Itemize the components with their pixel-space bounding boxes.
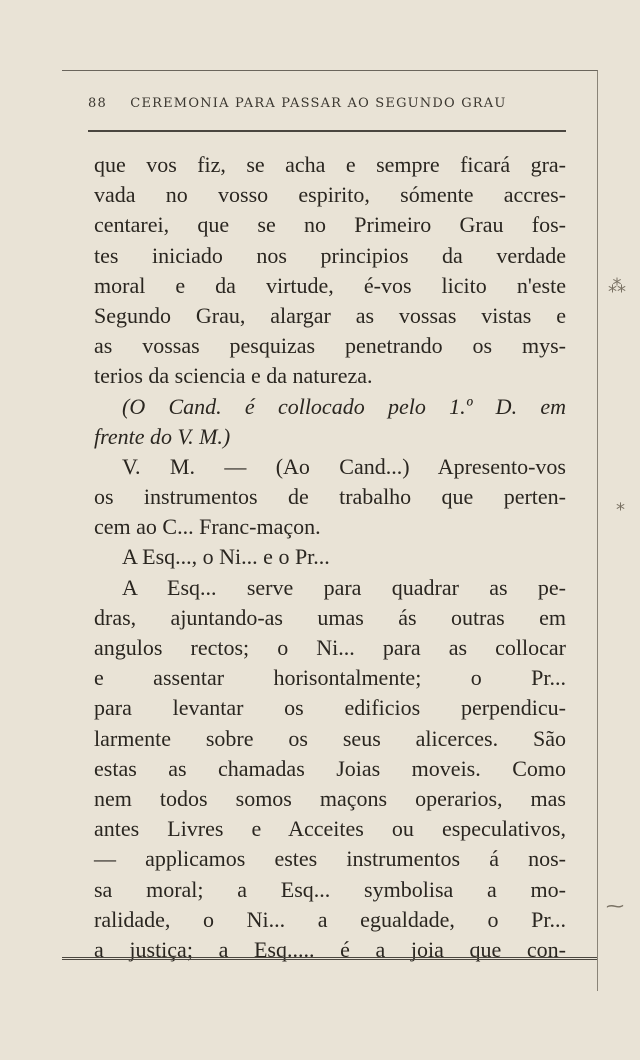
text-line: estas as chamadas Joias moveis. Como <box>94 755 566 781</box>
text-line: V. M. — (Ao Cand...) Apresento-vos <box>122 453 566 479</box>
text-line: a justiça; a Esq..... é a joia que con- <box>94 936 566 962</box>
text-line: sa moral; a Esq... symbolisa a mo- <box>94 876 566 902</box>
running-title: CEREMONIA PARA PASSAR AO SEGUNDO GRAU <box>130 96 507 111</box>
page-stain-mark: ⁎ <box>616 494 625 515</box>
running-header <box>88 96 568 111</box>
text-line: antes Livres e Acceites ou especulativos, <box>94 816 566 842</box>
text-line: A Esq... serve para quadrar as pe- <box>122 574 566 600</box>
text-line: nem todos somos maçons operarios, mas <box>94 785 566 811</box>
text-line: cem ao C... Franc-maçon. <box>94 514 321 540</box>
stage-direction-line: (O Cand. é collocado pelo 1.º D. em <box>122 393 566 419</box>
text-line: A Esq..., o Ni... e o Pr... <box>122 544 330 570</box>
text-line: moral e da virtude, é-vos licito n'este <box>94 272 566 298</box>
text-line: larmente sobre os seus alicerces. São <box>94 725 566 751</box>
text-line: que vos fiz, se acha e sempre ficará gra- <box>94 152 566 177</box>
stage-direction-line: frente do V. M.) <box>94 423 231 449</box>
text-line: para levantar os edificios perpendicu- <box>94 695 566 721</box>
text-line: dras, ajuntando-as umas ás outras em <box>94 604 566 630</box>
page-stain-mark: ⁓ <box>606 896 624 917</box>
bottom-rule <box>62 957 597 960</box>
text-line: os instrumentos de trabalho que perten- <box>94 484 566 510</box>
page-number: 88 <box>88 96 107 111</box>
text-line: — applicamos estes instrumentos á nos- <box>94 846 566 872</box>
text-line: Segundo Grau, alargar as vossas vistas e <box>94 302 566 328</box>
text-line: tes iniciado nos principios da verdade <box>94 242 566 268</box>
text-line: vada no vosso espirito, sómente accres- <box>94 182 566 208</box>
text-line: ralidade, o Ni... a egualdade, o Pr... <box>94 906 566 932</box>
page-stain-mark: ⁂ <box>608 276 626 297</box>
text-line: as vossas pesquizas penetrando os mys- <box>94 333 566 359</box>
text-line: centarei, que se no Primeiro Grau fos- <box>94 212 566 238</box>
text-line: terios da sciencia e da natureza. <box>94 363 373 389</box>
body-text <box>94 150 566 965</box>
text-line: angulos rectos; o Ni... para as collocar <box>94 635 566 660</box>
text-line: e assentar horisontalmente; o Pr... <box>94 665 566 691</box>
header-rule <box>88 130 566 132</box>
